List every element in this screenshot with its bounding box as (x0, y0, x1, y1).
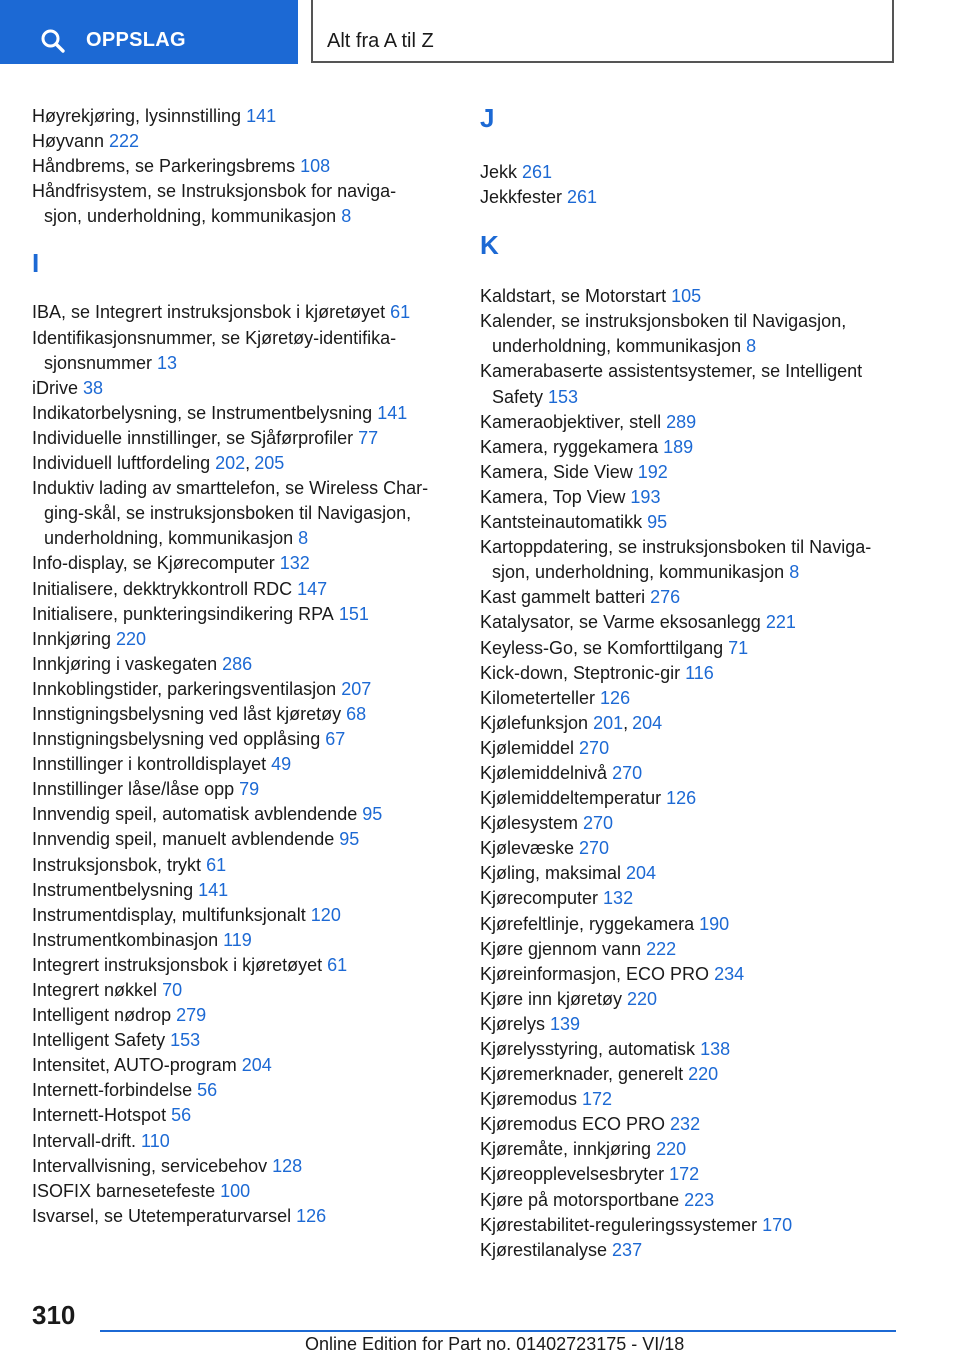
index-entry (480, 1037, 910, 1062)
entry-term-continued: ging-skål, se instruksjonsboken til Navigasjon, (44, 503, 412, 524)
page-ref-link[interactable]: 232 (670, 1114, 701, 1135)
index-entry (32, 426, 452, 451)
entry-term: Kjørestabilitet-reguleringssystemer 170 (480, 1214, 793, 1235)
entry-term: Intensitet, AUTO-program 204 (32, 1055, 272, 1076)
index-entry (32, 1078, 452, 1103)
index-entry (480, 686, 910, 711)
page-ref-link[interactable]: 192 (637, 461, 668, 482)
entry-term: Kartoppdatering, se instruksjonsboken til Naviga- (480, 537, 872, 558)
page-ref-link[interactable]: 270 (612, 762, 643, 783)
page-ref-link[interactable]: 202 (215, 453, 246, 474)
page-ref-link[interactable]: 204 (632, 712, 663, 733)
page-ref-link[interactable]: 8 (298, 528, 309, 549)
index-entry (480, 610, 910, 635)
page-ref-link[interactable]: 261 (522, 162, 553, 182)
index-entry (480, 836, 910, 861)
entry-term: Kjøre inn kjøretøy 220 (480, 988, 658, 1009)
index-entry (32, 903, 452, 928)
page-ref-link[interactable]: 61 (327, 954, 348, 975)
page-number: 310 (32, 1300, 76, 1330)
entry-term: Kjørelysstyring, automatisk 138 (480, 1039, 731, 1059)
entry-term: Katalysator, se Varme eksosanlegg 221 (480, 612, 796, 633)
entry-term: Isvarsel, se Utetemperaturvarsel 126 (32, 1205, 327, 1226)
index-column-left (32, 104, 452, 1229)
page-ref-link[interactable]: 141 (377, 402, 408, 423)
index-entry (32, 577, 452, 602)
index-entry (480, 937, 910, 962)
index-entry (480, 861, 910, 886)
entry-term: Kamera, ryggekamera 189 (480, 436, 694, 457)
entry-term: Kamera, Top View 193 (480, 486, 661, 507)
page-ref-link[interactable]: 170 (762, 1214, 793, 1235)
entry-term: Kjølefunksjon 201, 204 (480, 712, 663, 733)
index-entry (480, 1238, 910, 1263)
page-ref-link[interactable]: 8 (789, 562, 800, 583)
page-ref-link[interactable]: 153 (548, 386, 579, 407)
entry-term: Internett-Hotspot 56 (32, 1105, 192, 1126)
page-ref-link[interactable]: 77 (358, 427, 379, 448)
page-ref-link[interactable]: 221 (765, 612, 796, 633)
entry-term: Innkjøring 220 (32, 628, 147, 649)
entry-term: Intervall-drift. 110 (32, 1130, 170, 1151)
page-ref-link[interactable]: 220 (656, 1139, 687, 1160)
page-ref-link[interactable]: 220 (116, 628, 147, 649)
index-entry (480, 761, 910, 786)
index-column-right (480, 104, 910, 1263)
entry-term: Kilometerteller 126 (480, 687, 631, 708)
index-entry (32, 878, 452, 903)
page-ref-link[interactable]: 95 (647, 512, 668, 533)
entry-term: Kjøre på motorsportbane 223 (480, 1189, 715, 1210)
page-ref-link[interactable]: 220 (627, 988, 658, 1009)
index-entry (480, 1137, 910, 1162)
index-entry (32, 827, 452, 852)
entry-term: Kjørestilanalyse 237 (480, 1239, 643, 1260)
entry-term: Individuelle innstillinger, se Sjåførprofiler 77 (32, 427, 379, 448)
entry-term: Induktiv lading av smarttelefon, se Wireless Char- (32, 478, 429, 499)
entry-term: Intelligent Safety 153 (32, 1030, 201, 1051)
entry-term: Innvendig speil, manuelt avblendende 95 (32, 829, 360, 850)
entry-term: Jekk 261 (480, 162, 553, 182)
index-entry (32, 1028, 452, 1053)
index-entry (480, 1162, 910, 1187)
index-entry (480, 786, 910, 811)
page-ref-link[interactable]: 128 (272, 1155, 303, 1176)
entry-term: Kjøremåte, innkjøring 220 (480, 1139, 687, 1160)
entry-term: Kameraobjektiver, stell 289 (480, 411, 697, 432)
entry-term: Identifikasjonsnummer, se Kjøretøy-identifika- (32, 327, 397, 348)
edition-info: Online Edition for Part no. 01402723175 - VI/18 (305, 1334, 685, 1354)
entry-term: Innkjøring i vaskegaten 286 (32, 653, 253, 674)
entry-term: Kjølemiddel 270 (480, 737, 610, 758)
page-ref-link[interactable]: 220 (688, 1064, 719, 1085)
index-entry (480, 485, 910, 510)
page-ref-link[interactable]: 193 (630, 486, 661, 507)
index-entry (480, 309, 910, 359)
page-ref-separator: , (623, 712, 629, 733)
index-entry (32, 476, 452, 551)
page-ref-link[interactable]: 204 (626, 863, 657, 884)
entry-term: Innvendig speil, automatisk avblendende 95 (32, 804, 383, 825)
page-ref-link[interactable]: 201 (593, 712, 624, 733)
page-ref-link[interactable]: 153 (170, 1030, 201, 1051)
index-entry (480, 410, 910, 435)
index-entry (480, 636, 910, 661)
index-entry (32, 752, 452, 777)
page-ref-link[interactable]: 70 (162, 980, 183, 1000)
entry-term: Jekkfester 261 (480, 187, 598, 208)
entry-term: Håndfrisystem, se Instruksjonsbok for naviga- (32, 181, 397, 202)
entry-term: Innkoblingstider, parkeringsventilasjon 207 (32, 678, 372, 699)
entry-term: Høyrekjøring, lysinnstilling 141 (32, 106, 277, 126)
entry-term: Kjølemiddeltemperatur 126 (480, 788, 697, 809)
index-entry (480, 661, 910, 686)
index-entry (32, 702, 452, 727)
index-entry (32, 154, 452, 179)
index-entry (32, 551, 452, 576)
index-entry (32, 652, 452, 677)
page-ref-link[interactable]: 270 (583, 813, 614, 834)
page-ref-link[interactable]: 222 (646, 938, 677, 959)
page-ref-link[interactable]: 139 (550, 1013, 581, 1034)
lookup-tab[interactable] (0, 0, 298, 64)
index-entry (32, 179, 452, 229)
page-ref-link[interactable]: 172 (582, 1089, 613, 1110)
index-entry (32, 1179, 452, 1204)
page-ref-link[interactable]: 141 (246, 106, 277, 126)
page-ref-separator: , (245, 453, 251, 474)
entry-term: Kjølevæske 270 (480, 838, 610, 859)
page-ref-link[interactable]: 132 (279, 553, 310, 574)
page-ref-link[interactable]: 56 (197, 1080, 218, 1101)
page-ref-link[interactable]: 126 (296, 1205, 327, 1226)
page-ref-link[interactable]: 79 (239, 779, 260, 800)
index-entry (32, 802, 452, 827)
index-entry (32, 129, 452, 154)
entry-term: Info-display, se Kjørecomputer 132 (32, 553, 310, 574)
section-title-box (311, 0, 894, 63)
entry-term-continued: sjon, underholdning, kommunikasjon 8 (492, 562, 800, 583)
page-ref-link[interactable]: 204 (241, 1055, 272, 1076)
index-entry (480, 736, 910, 761)
index-entry (480, 987, 910, 1012)
entry-term-continued: underholdning, kommunikasjon 8 (44, 528, 309, 549)
index-entry (480, 711, 910, 736)
page-ref-link[interactable]: 116 (685, 662, 714, 683)
page-ref-link[interactable]: 126 (666, 788, 697, 809)
entry-term: Individuell luftfordeling 202, 205 (32, 453, 285, 474)
entry-term: Indikatorbelysning, se Instrumentbelysning 141 (32, 402, 408, 423)
entry-term: Kjøreinformasjon, ECO PRO 234 (480, 963, 745, 984)
entry-term: Kjølesystem 270 (480, 813, 614, 834)
index-entry (32, 602, 452, 627)
entry-term: Kamera, Side View 192 (480, 461, 668, 482)
index-entry (32, 953, 452, 978)
page-ref-link[interactable]: 205 (254, 453, 285, 474)
entry-term: Kjøre gjennom vann 222 (480, 938, 677, 959)
index-entry (32, 627, 452, 652)
entry-term: Høyvann 222 (32, 131, 140, 152)
index-entry (480, 535, 910, 585)
entry-term: Kjølemiddelnivå 270 (480, 762, 643, 783)
index-entry (480, 460, 910, 485)
index-entry (480, 585, 910, 610)
entry-term: Initialisere, punkteringsindikering RPA 151 (32, 603, 369, 624)
index-entry (32, 1103, 452, 1128)
index-entry (32, 928, 452, 953)
page-ref-link[interactable]: 286 (222, 653, 253, 674)
entry-term: Kamerabaserte assistentsystemer, se Intelligent (480, 361, 863, 382)
entry-term: Integrert instruksjonsbok i kjøretøyet 61 (32, 954, 348, 975)
index-entry (480, 1213, 910, 1238)
page-ref-link[interactable]: 105 (671, 286, 702, 307)
entry-term: Initialisere, dekktrykkontroll RDC 147 (32, 578, 328, 599)
lookup-tab-label: OPPSLAG (86, 29, 186, 51)
page-ref-link[interactable]: 207 (341, 678, 372, 699)
entry-term: Kjørefeltlinje, ryggekamera 190 (480, 913, 730, 934)
page-ref-link[interactable]: 49 (271, 754, 292, 775)
page-ref-link[interactable]: 147 (297, 578, 328, 599)
index-entry (480, 1188, 910, 1213)
entry-term: Intervallvisning, servicebehov 128 (32, 1155, 303, 1176)
entry-term: Håndbrems, se Parkeringsbrems 108 (32, 156, 331, 177)
page-ref-link[interactable]: 108 (300, 156, 331, 177)
page-ref-link[interactable]: 222 (109, 131, 140, 152)
page-ref-link[interactable]: 8 (341, 206, 352, 227)
page-ref-link[interactable]: 270 (579, 838, 610, 859)
index-entry (32, 1003, 452, 1028)
page-ref-link[interactable]: 189 (663, 436, 694, 457)
entry-term: Kick-down, Steptronic-gir 116 (480, 662, 714, 683)
index-entry (480, 886, 910, 911)
entry-term: Kalender, se instruksjonsboken til Navigasjon, (480, 311, 847, 332)
entry-term: iDrive 38 (32, 377, 104, 398)
index-entry (32, 853, 452, 878)
page-ref-link[interactable]: 234 (714, 963, 745, 984)
index-entry (32, 1129, 452, 1154)
page-ref-link[interactable]: 100 (220, 1180, 251, 1201)
index-entry (32, 1204, 452, 1229)
entry-term: Kjøremodus ECO PRO 232 (480, 1114, 701, 1135)
entry-term: Internett-forbindelse 56 (32, 1080, 218, 1101)
index-entry (32, 376, 452, 401)
index-entry (480, 912, 910, 937)
page-ref-link[interactable]: 289 (666, 411, 697, 432)
index-letter-j: J (480, 103, 495, 133)
entry-term-continued: Safety 153 (492, 386, 579, 407)
header (0, 0, 960, 66)
page-ref-link[interactable]: 95 (362, 804, 383, 825)
page-ref-link[interactable]: 126 (600, 687, 631, 708)
index-letter-i: I (32, 248, 40, 279)
page-ref-link[interactable]: 141 (198, 879, 229, 900)
section-title: Alt fra A til Z (327, 30, 434, 52)
entry-term: Innstigningsbelysning ved opplåsing 67 (32, 729, 346, 750)
page-ref-link[interactable]: 276 (650, 587, 681, 608)
page-ref-link[interactable]: 151 (338, 603, 369, 624)
entry-term: Instruksjonsbok, trykt 61 (32, 854, 227, 875)
index-entry (480, 359, 910, 409)
page-ref-link[interactable]: 8 (746, 336, 757, 357)
page-ref-link[interactable]: 237 (612, 1239, 643, 1260)
index-letter-k: K (480, 230, 499, 261)
page-ref-link[interactable]: 223 (684, 1189, 715, 1210)
entry-term: Innstigningsbelysning ved låst kjøretøy 68 (32, 703, 367, 724)
page-ref-link[interactable]: 110 (141, 1130, 170, 1151)
entry-term: Kjøremerknader, generelt 220 (480, 1064, 719, 1085)
page-ref-link[interactable]: 95 (339, 829, 360, 850)
index-entry (32, 1053, 452, 1078)
index-entry (32, 777, 452, 802)
page-ref-link[interactable]: 270 (579, 737, 610, 758)
index-entry (32, 978, 452, 1003)
entry-term: Innstillinger i kontrolldisplayet 49 (32, 754, 292, 775)
entry-term: Kaldstart, se Motorstart 105 (480, 286, 702, 307)
index-entry (32, 677, 452, 702)
entry-term: Kjøling, maksimal 204 (480, 863, 657, 884)
entry-term: Kantsteinautomatikk 95 (480, 512, 668, 533)
entry-term-continued: sjonsnummer 13 (44, 352, 178, 373)
page-ref-link[interactable]: 61 (390, 302, 411, 323)
entry-term: Instrumentkombinasjon 119 (32, 929, 252, 950)
page-ref-link[interactable]: 38 (83, 377, 104, 398)
entry-term: Kjørecomputer 132 (480, 888, 634, 909)
page-ref-link[interactable]: 190 (699, 913, 730, 934)
index-entry (480, 510, 910, 535)
page-ref-link[interactable]: 119 (223, 929, 252, 950)
page-ref-link[interactable]: 67 (325, 729, 346, 750)
index-entry (480, 811, 910, 836)
page-ref-link[interactable]: 56 (171, 1105, 192, 1126)
index-entry (480, 284, 910, 309)
page-ref-link[interactable]: 138 (700, 1039, 731, 1059)
page-ref-link[interactable]: 68 (346, 703, 367, 724)
index-entry (480, 1062, 910, 1087)
index-entry (480, 1012, 910, 1037)
page-ref-link[interactable]: 132 (603, 888, 634, 909)
entry-term: ISOFIX barnesetefeste 100 (32, 1180, 251, 1201)
index-entry (32, 451, 452, 476)
entry-term: Kjøreopplevelsesbryter 172 (480, 1164, 700, 1185)
page-ref-link[interactable]: 71 (728, 637, 749, 658)
page-ref-link[interactable]: 172 (669, 1164, 700, 1185)
entry-term: Integrert nøkkel 70 (32, 980, 183, 1000)
index-entry (32, 727, 452, 752)
index-entry (32, 326, 452, 376)
entry-term: Kjørelys 139 (480, 1013, 581, 1034)
index-entry (32, 300, 452, 325)
entry-term: Kast gammelt batteri 276 (480, 587, 681, 608)
entry-term-continued: underholdning, kommunikasjon 8 (492, 336, 757, 357)
index-entry (480, 185, 910, 210)
entry-term: Intelligent nødrop 279 (32, 1005, 207, 1026)
index-entry (480, 435, 910, 460)
page-ref-link[interactable]: 61 (206, 854, 227, 875)
page-ref-link[interactable]: 13 (157, 352, 178, 373)
entry-term-continued: sjon, underholdning, kommunikasjon 8 (44, 206, 352, 227)
index-entry (480, 160, 910, 185)
search-icon (40, 28, 66, 54)
entry-term: Instrumentbelysning 141 (32, 879, 229, 900)
entry-term: Innstillinger låse/låse opp 79 (32, 779, 260, 800)
index-entry (32, 401, 452, 426)
entry-term: Kjøremodus 172 (480, 1089, 613, 1110)
index-entry (32, 104, 452, 129)
page-ref-link[interactable]: 261 (567, 187, 598, 208)
footer-divider (100, 1330, 896, 1332)
index-entry (480, 962, 910, 987)
page-ref-link[interactable]: 279 (176, 1005, 207, 1026)
entry-term: Keyless-Go, se Komforttilgang 71 (480, 637, 749, 658)
index-entry (480, 1112, 910, 1137)
index-entry (32, 1154, 452, 1179)
page-ref-link[interactable]: 120 (310, 904, 341, 925)
entry-term: IBA, se Integrert instruksjonsbok i kjøretøyet 61 (32, 302, 411, 323)
entry-term: Instrumentdisplay, multifunksjonalt 120 (32, 904, 341, 925)
index-entry (480, 1087, 910, 1112)
